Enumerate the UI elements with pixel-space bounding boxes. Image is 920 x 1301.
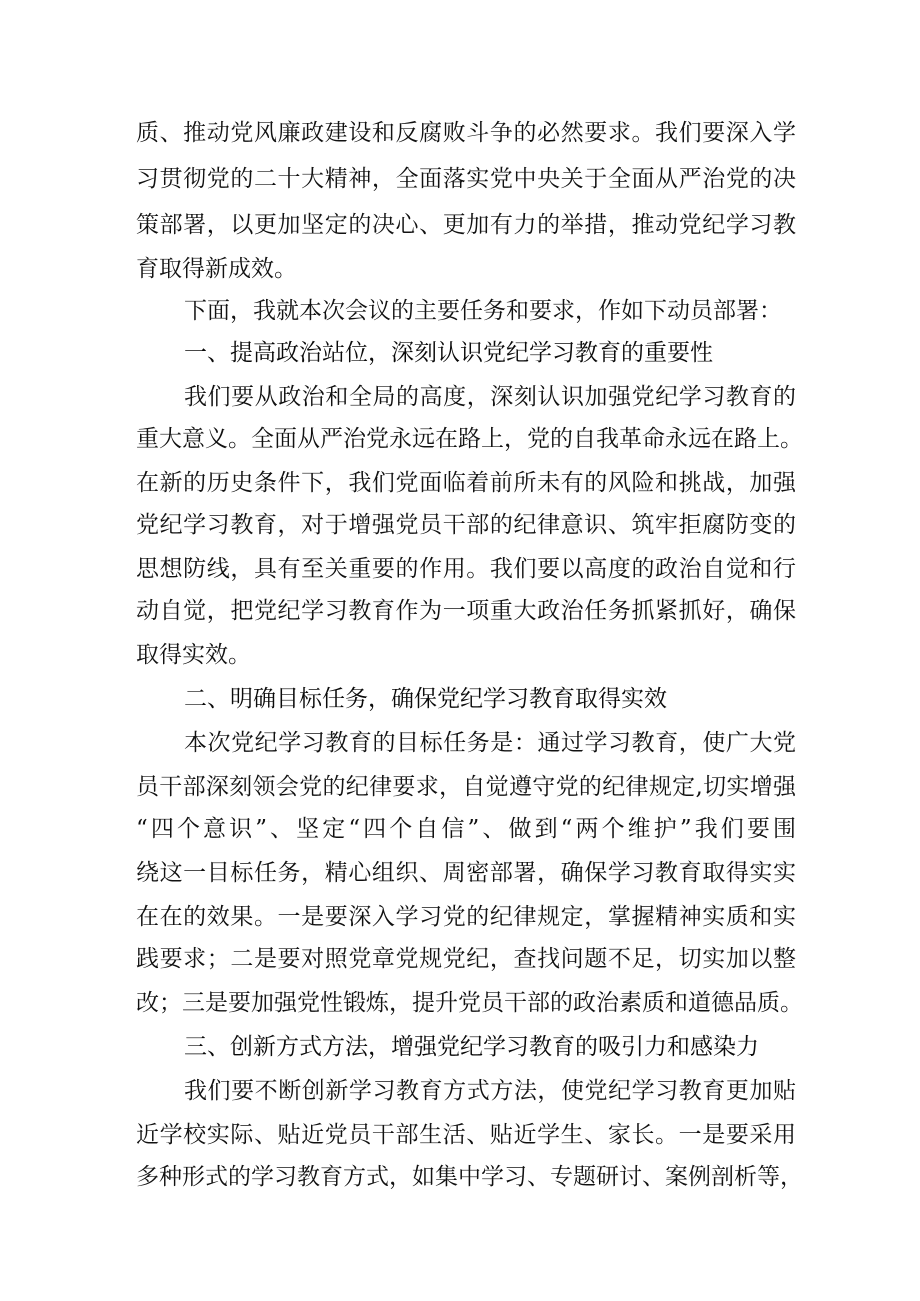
paragraph-4-line-7: 改；三是要加强党性锻炼，提升党员干部的政治素质和道德品质。 [136,990,803,1016]
paragraph-4-line-4: 绕这一目标任务，精心组织、周密部署，确保学习教育取得实实 [136,860,796,886]
paragraph-4-line-2: 员干部深刻领会党的纪律要求，自觉遵守党的纪律规定,切实增强 [136,774,796,800]
paragraph-1-line-3: 策部署，以更加坚定的决心、更加有力的举措，推动党纪学习教 [136,212,796,238]
paragraph-4-line-3: “四个意识”、坚定“四个自信”、做到“两个维护”我们要围 [136,816,796,842]
paragraph-3-line-1: 我们要从政治和全局的高度，深刻认识加强党纪学习教育的 [184,384,796,410]
section-heading-2: 二、明确目标任务，确保党纪学习教育取得实效 [184,686,667,712]
paragraph-3-line-4: 党纪学习教育，对于增强党员干部的纪律意识、筑牢拒腐防变的 [136,512,796,538]
paragraph-4-line-5: 在在的效果。一是要深入学习党的纪律规定，掌握精神实质和实 [136,904,796,930]
paragraph-1-line-4: 育取得新成效。 [136,256,297,282]
section-heading-1: 一、提高政治站位，深刻认识党纪学习教育的重要性 [184,340,713,366]
paragraph-3-line-7: 取得实效。 [136,642,251,668]
paragraph-3-line-6: 动自觉，把党纪学习教育作为一项重大政治任务抓紧抓好，确保 [136,598,796,624]
paragraph-3-line-5: 思想防线，具有至关重要的作用。我们要以高度的政治自觉和行 [136,556,796,582]
paragraph-5-line-3: 多种形式的学习教育方式，如集中学习、专题研讨、案例剖析等， [136,1164,803,1190]
paragraph-4-line-6: 践要求；二是要对照党章党规党纪，查找问题不足，切实加以整 [136,946,796,972]
paragraph-3-line-3: 在新的历史条件下，我们党面临着前所未有的风险和挑战，加强 [136,470,796,496]
paragraph-4-line-1: 本次党纪学习教育的目标任务是：通过学习教育，使广大党 [184,730,796,756]
paragraph-1-line-2: 习贯彻党的二十大精神，全面落实党中央关于全面从严治党的决 [136,166,796,192]
paragraph-5-line-1: 我们要不断创新学习教育方式方法，使党纪学习教育更加贴 [184,1078,796,1104]
paragraph-5-line-2: 近学校实际、贴近党员干部生活、贴近学生、家长。一是要采用 [136,1122,796,1148]
paragraph-1-line-1: 质、推动党风廉政建设和反腐败斗争的必然要求。我们要深入学 [136,120,796,146]
paragraph-2-line-1: 下面，我就本次会议的主要任务和要求，作如下动员部署： [184,298,782,324]
paragraph-3-line-2: 重大意义。全面从严治党永远在路上，党的自我革命永远在路上。 [136,426,803,452]
section-heading-3: 三、创新方式方法，增强党纪学习教育的吸引力和感染力 [184,1034,759,1060]
